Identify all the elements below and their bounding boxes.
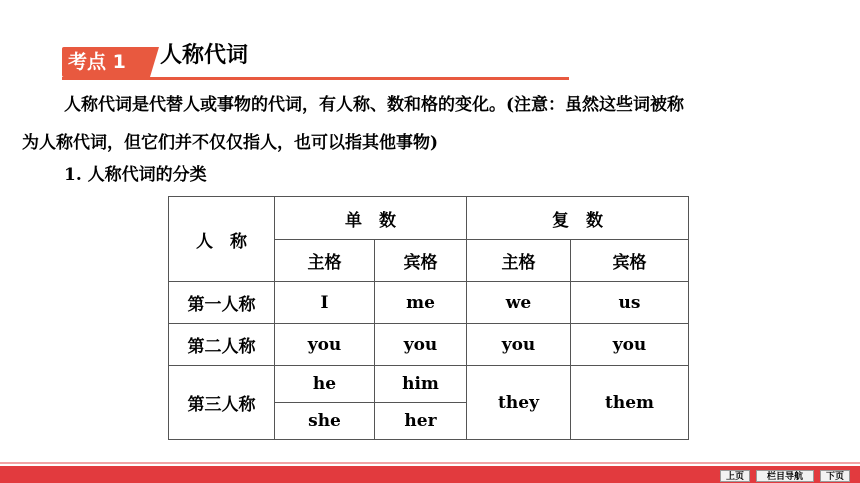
cell-second-pl-obj: you (571, 324, 689, 366)
pronoun-table (168, 196, 689, 440)
row-first-person: 第一人称 (169, 282, 275, 324)
cell-first-sg-obj: me (375, 282, 467, 324)
cell-third-pl-subj: they (467, 366, 571, 440)
header-sg-object: 宾格 (375, 240, 467, 282)
row-second-person: 第二人称 (169, 324, 275, 366)
section-badge: 考点 1 (62, 47, 150, 77)
header-plural: 复 数 (467, 197, 689, 240)
cell-second-sg-subj: you (275, 324, 375, 366)
section-title: 人称代词 (160, 43, 249, 68)
footer-divider (0, 462, 860, 464)
header-pl-object: 宾格 (571, 240, 689, 282)
header-sg-subject: 主格 (275, 240, 375, 282)
paragraph-line-2: 为人称代词，但它们并不仅仅指人，也可以指其他事物) (22, 133, 439, 153)
section-nav-button[interactable]: 栏目导航 (756, 470, 814, 482)
subheading: 1. 人称代词的分类 (64, 165, 207, 185)
cell-second-sg-obj: you (375, 324, 467, 366)
header-pl-subject: 主格 (467, 240, 571, 282)
cell-third-sg-obj-him: him (375, 366, 467, 403)
cell-third-sg-obj-her: her (375, 403, 467, 440)
cell-third-sg-subj-she: she (275, 403, 375, 440)
cell-first-pl-subj: we (467, 282, 571, 324)
cell-second-pl-subj: you (467, 324, 571, 366)
paragraph-line-1: 人称代词是代替人或事物的代词，有人称、数和格的变化。(注意：虽然这些词被称 (64, 95, 685, 115)
cell-first-sg-subj: I (275, 282, 375, 324)
next-page-button[interactable]: 下页 (820, 470, 850, 482)
header-singular: 单 数 (275, 197, 467, 240)
cell-first-pl-obj: us (571, 282, 689, 324)
header-person: 人 称 (169, 197, 275, 282)
cell-third-sg-subj-he: he (275, 366, 375, 403)
prev-page-button[interactable]: 上页 (720, 470, 750, 482)
cell-third-pl-obj: them (571, 366, 689, 440)
title-underline (62, 77, 569, 80)
row-third-person: 第三人称 (169, 366, 275, 440)
